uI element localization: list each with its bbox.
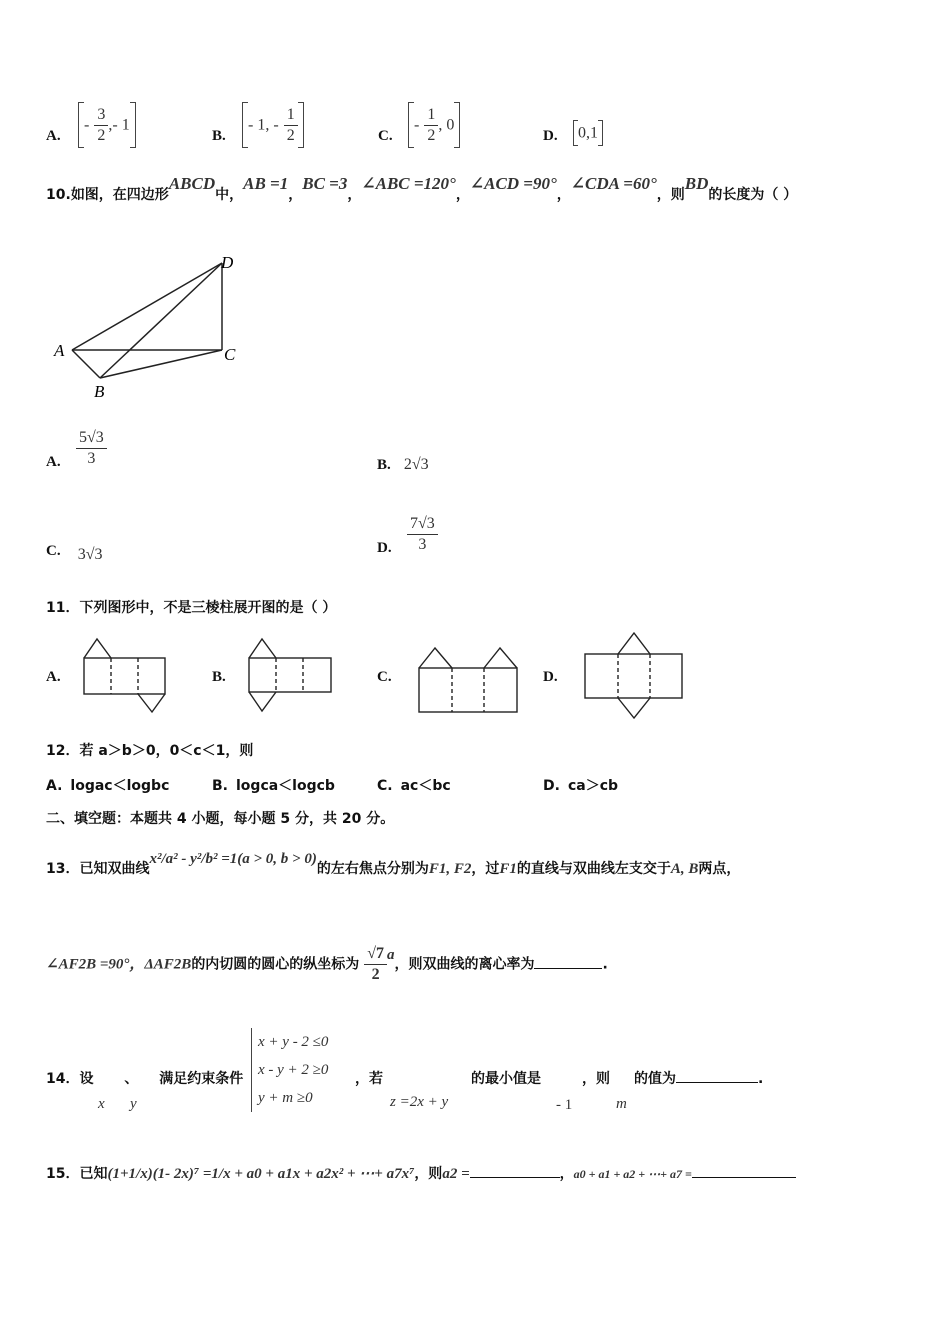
net-option-b [246, 636, 334, 714]
q10-option-b: B. 2√3 [377, 456, 429, 473]
fraction: $\frac{5√3}{3}$ [76, 428, 107, 469]
point-d-label: D [221, 253, 234, 272]
option-label: D. [543, 128, 558, 144]
point-a-label: A [54, 341, 65, 360]
fraction: $\frac{1}{2}$ [424, 105, 438, 146]
point-c-label: C [224, 345, 236, 364]
q12-option-a: A. logac＜logbc [46, 778, 170, 794]
q14-line: 14．设 、 满足约束条件 [46, 1071, 244, 1087]
net-option-c [414, 644, 520, 716]
option-label: B. [212, 128, 226, 144]
section-heading: 二、填空题：本题共 4 小题，每小题 5 分，共 20 分。 [46, 811, 395, 827]
point-b-label: B [94, 382, 105, 401]
answer-blank[interactable] [534, 968, 602, 969]
constraint-system: x + y - 2 ≤0 x - y + 2 ≥0 y + m ≥0 [251, 1028, 328, 1112]
net-option-d [582, 630, 686, 722]
fraction: $\frac{1}{2}$ [284, 105, 298, 146]
q12-stem: 12．若 a＞b＞0，0＜c＜1，则 [46, 743, 254, 759]
option-label: A. [46, 128, 61, 144]
fraction: $\frac{3}{2}$ [94, 105, 108, 146]
option-label: C. [378, 128, 393, 144]
answer-blank[interactable] [470, 1177, 560, 1178]
quadrilateral-figure [48, 250, 248, 405]
answer-blank[interactable] [676, 1082, 758, 1083]
q12-option-b: B. logca＜logcb [212, 778, 335, 794]
q13-line1: 13．已知双曲线x²/a² - y²/b² =1(a > 0, b > 0)的左右焦点分别为F1, F2，过F1的直线与双曲线左支交于A, B两点， [46, 851, 741, 877]
q13-line2: ∠AF2B =90°，ΔAF2B的内切圆的圆心的纵坐标为 $\frac{√7}{2}$ a，则双曲线的离心率为 . [46, 945, 608, 983]
fraction: $\frac{7√3}{3}$ [407, 514, 438, 555]
net-option-a [82, 636, 168, 714]
fraction: $\frac{√7}{2}$ [364, 944, 387, 985]
q15-line: 15．已知(1+1/x)(1- 2x)⁷ =1/x + a0 + a1x + a2x² + ⋯+ a7x⁷，则a2 = ，a0 + a1 + a2 + ⋯+ a7 = [46, 1163, 916, 1183]
q12-option-c: C. ac＜bc [377, 778, 451, 794]
q10-stem: 10.如图，在四边形ABCD中，AB =1，BC =3，∠ABC =120°，∠ACD =90°，∠CDA =60°，则BD的长度为（ ） [46, 174, 798, 203]
q10-option-c: C. 3√3 [46, 543, 103, 563]
answer-blank[interactable] [692, 1177, 796, 1178]
q12-option-d: D. ca＞cb [543, 778, 619, 794]
q11-stem: 11．下列图形中，不是三棱柱展开图的是（ ） [46, 600, 337, 616]
